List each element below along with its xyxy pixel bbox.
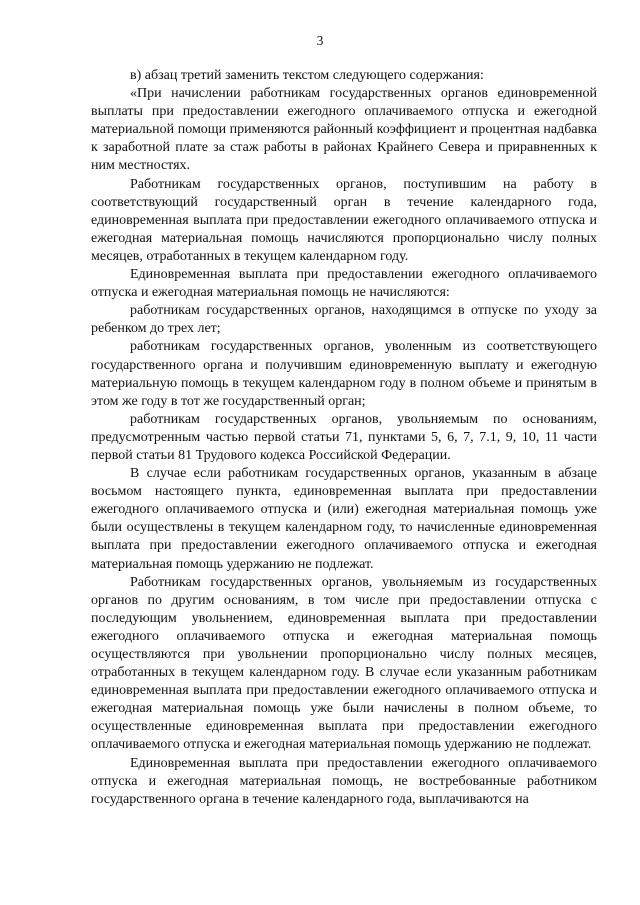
paragraph-not-accrued: Единовременная выплата при предоставлении ежегодного оплачиваемого отпуска и ежегодная материальная помощь не начисляются: xyxy=(91,267,597,301)
paragraph-no-withholding: В случае если работникам государственных органов, указанным в абзаце восьмом настоящего пункта, единовременная выплата при предоставлении ежегодного оплачиваемого отпуска и (или) ежегодная материальная помощь уже были осуществлены в текущем календарном году, то начисленные единовременная выплата при предоставлении ежегодного оплачиваемого отпуска и ежегодная материальная помощь удержанию не подлежат. xyxy=(91,466,597,572)
paragraph-rehired: работникам государственных органов, уволенным из соответствующего государственного органа и получившим единовременную выплату и ежегодную материальную помощь в текущем календарном году в полном объеме и принятым в этом же году в тот же государственный орган; xyxy=(91,339,597,409)
paragraph-dismissal-grounds: работникам государственных органов, увольняемым по основаниям, предусмотренным частью первой статьи 71, пунктами 5, 6, 7, 7.1, 9, 10, 11 части первой статьи 81 Трудового кодекса Российской Федерации. xyxy=(91,411,597,463)
paragraph-new-hires: Работникам государственных органов, поступившим на работу в соответствующий государственный орган в течение календарного года, единовременная выплата при предоставлении ежегодного оплачиваемого отпуска и ежегодная материальная помощь начисляются пропорционально числу полных месяцев, отработанных в текущем календарном году. xyxy=(91,176,597,264)
page-number: 3 xyxy=(316,33,324,48)
paragraph-other-grounds: Работникам государственных органов, увольняемым из государственных органов по другим основаниям, в том числе при предоставлении отпуска с последующим увольнением, единовременная выплата при предоставлении ежегодного оплачиваемого отпуска и ежегодная материальная помощь осуществляются при увольнении пропорционально числу полных месяцев, отработанных в текущем календарном году. В случае если указанным работникам единовременная выплата при предоставлении ежегодного оплачиваемого отпуска и ежегодная материальная помощь уже были начислены в полном объеме, то осуществленные единовременная выплата при предоставлении ежегодного оплачиваемого отпуска и ежегодная материальная помощь удержанию не подлежат. xyxy=(91,574,597,753)
document-body xyxy=(91,67,597,809)
paragraph-amendment-intro: в) абзац третий заменить текстом следующего содержания: xyxy=(130,68,484,83)
paragraph-unclaimed: Единовременная выплата при предоставлении ежегодного оплачиваемого отпуска и ежегодная материальная помощь, не востребованные работником государственного органа в течение календарного года, выплачиваются на xyxy=(91,755,597,807)
paragraph-parental-leave: работникам государственных органов, находящимся в отпуске по уходу за ребенком до трех лет; xyxy=(91,303,597,337)
paragraph-coefficient: «При начислении работникам государственных органов единовременной выплаты при предоставлении ежегодного оплачиваемого отпуска и ежегодной материальной помощи применяются районный коэффициент и процентная надбавка к заработной плате за стаж работы в районах Крайнего Севера и приравненных к ним местностях. xyxy=(91,86,597,174)
